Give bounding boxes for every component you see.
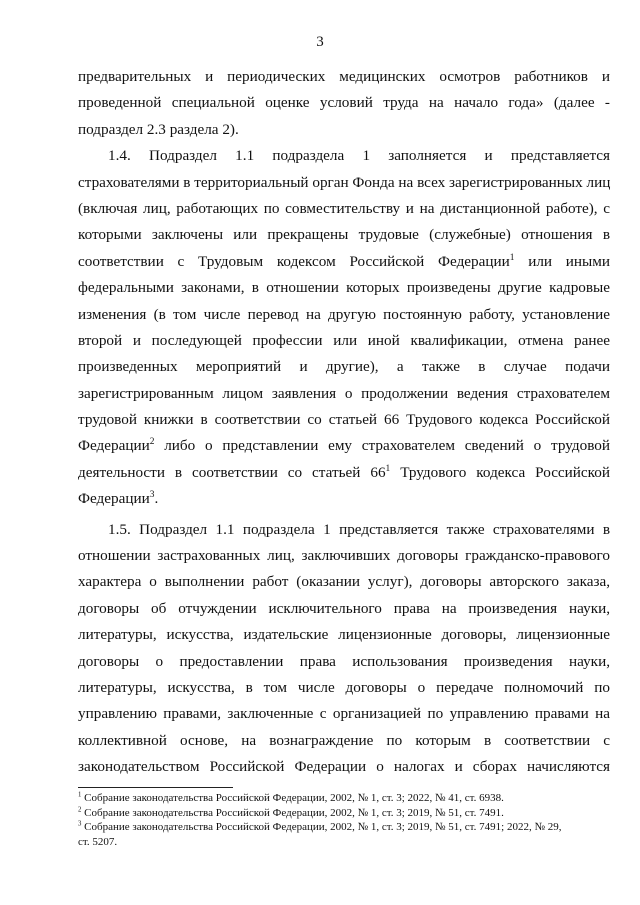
footnote-ref: 3 (149, 490, 155, 501)
text-line: трудовой книжки в соответствии со статьей 66 Трудового кодекса Российской (78, 411, 610, 429)
footnote-text: ст. 5207. (78, 835, 118, 848)
text-line: характера о выполнении работ (оказании услуг), договоры авторского заказа, (78, 573, 610, 591)
page-number: 3 (316, 34, 324, 50)
text-line (78, 460, 610, 486)
text-line: литературы, искусства, издательские лицензионные договоры, лицензионные (78, 626, 610, 644)
text-line: зарегистрированным лицом заявления о продолжении ведения страхователем (78, 384, 610, 402)
text-line: которыми заключены или прекращены трудовые (служебные) отношения в (78, 226, 610, 244)
line-text: Федерации (78, 437, 150, 455)
footnote-ref: 1 (509, 252, 515, 263)
document-body (78, 64, 610, 781)
text-line: управлению правами, заключенные с организацией по управлению правами на (78, 705, 610, 723)
text-line: произведенных мероприятий и другие), а также в случае подачи (78, 358, 610, 376)
footnote-separator (78, 787, 233, 788)
footnote (78, 806, 610, 821)
text-line: 1.4. Подраздел 1.1 подраздела 1 заполняется и представляется (108, 147, 610, 165)
footnote-mark: 3 (78, 820, 82, 828)
footnote (78, 820, 610, 835)
line-text: Трудового кодекса Российской (400, 463, 611, 481)
footnote-mark: 1 (78, 791, 82, 799)
line-text: либо о представлении ему страхователем сведений о трудовой (164, 437, 610, 455)
text-line: страхователями в территориальный орган Фонда на всех зарегистрированных лиц (78, 173, 611, 191)
text-line: литературы, искусства, в том числе договоры о передаче полномочий по (78, 678, 610, 696)
text-line: изменения (в том числе перевод на другую постоянную работу, установление (78, 305, 610, 323)
text-line: законодательством Российской Федерации о налогах и сборах начисляются (78, 758, 610, 776)
text-line: подраздел 2.3 раздела 2). (78, 120, 239, 138)
line-text: деятельности в соответствии со статьей 66 (78, 463, 386, 481)
footnote (78, 791, 610, 806)
text-line: проведенной специальной оценке условий труда на начало года» (далее - (78, 94, 610, 112)
footnote-continuation (78, 835, 610, 850)
text-line: договоры об отчуждении исключительного права на произведения науки, (78, 599, 610, 617)
article-superscript: 1 (385, 463, 391, 474)
footnote-mark: 2 (78, 805, 82, 813)
text-line: договоры о предоставлении права использования произведения науки, (78, 652, 610, 670)
line-text: или иными (528, 252, 610, 270)
footnote-text: Собрание законодательства Российской Федерации, 2002, № 1, ст. 3; 2019, № 51, ст. 7491. (81, 806, 504, 819)
text-line: 1.5. Подраздел 1.1 подраздела 1 представляется также страхователями в (108, 520, 610, 538)
text-line: федеральными законами, в отношении которых произведены другие кадровые (78, 279, 610, 297)
text-line (78, 249, 610, 275)
footnotes (78, 791, 610, 849)
footnote-text: Собрание законодательства Российской Федерации, 2002, № 1, ст. 3; 2019, № 51, ст. 7491; 2022, № 29, (81, 821, 562, 833)
footnote-ref: 2 (149, 437, 155, 448)
line-text: соответствии с Трудовым кодексом Российской Федерации (78, 252, 510, 270)
text-line: (включая лиц, работающих по совместительству и на дистанционной работе), с (78, 199, 610, 217)
text-line: отношении застрахованных лиц, заключивших договоры гражданско-правового (78, 547, 610, 565)
text-line: второй и последующей профессии или иной квалификации, отмена ранее (78, 331, 610, 349)
text-line (78, 486, 610, 512)
text-line: предварительных и периодических медицинских осмотров работников и (78, 68, 610, 85)
line-text: Федерации (78, 490, 150, 508)
text-line (78, 433, 610, 459)
footnote-text: Собрание законодательства Российской Федерации, 2002, № 1, ст. 3; 2022, № 41, ст. 6938. (81, 792, 504, 804)
text-line: коллективной основе, на вознаграждение по которым в соответствии с (78, 731, 610, 749)
line-text: . (154, 490, 159, 508)
